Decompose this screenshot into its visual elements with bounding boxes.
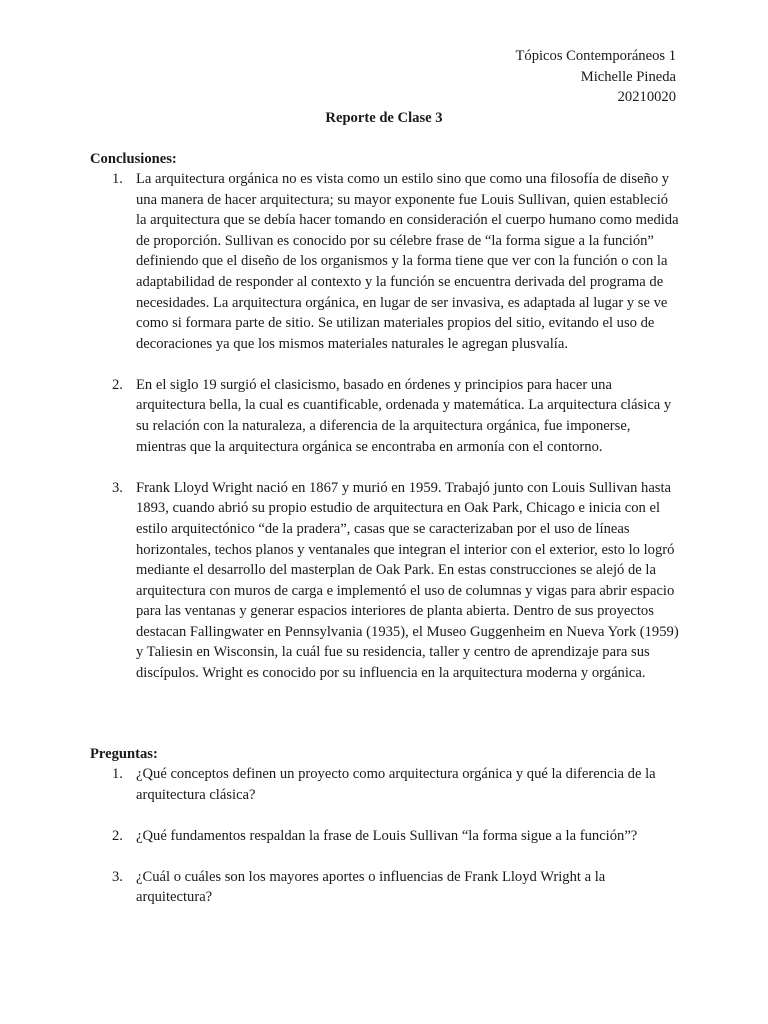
conclusion-item [90,375,680,457]
questions-list [90,764,680,908]
conclusion-item [90,478,680,684]
item-number: 1. [112,766,123,782]
conclusion-item [90,169,680,354]
item-text: ¿Cuál o cuáles son los mayores aportes o influencias de Frank Lloyd Wright a la arquitectura? [136,868,606,906]
conclusions-heading: Conclusiones: [90,151,177,167]
item-number: 2. [112,376,123,393]
student-id: 20210020 [617,89,676,105]
questions-heading: Preguntas: [90,746,158,762]
item-text: ¿Qué fundamentos respaldan la frase de Louis Sullivan “la forma sigue a la función”? [136,827,638,844]
document-title: Reporte de Clase 3 [325,110,443,126]
question-item [90,764,680,805]
item-text: En el siglo 19 surgió el clasicismo, basado en órdenes y principios para hacer una arquitectura bella, la cual es cuantificable, ordenada y matemática. La arquitectura clásica y su relación con la naturaleza, a diferencia de la arquitectura orgánica, fue imponerse, mientras que la arquitectura orgánica se encontraba en armonía con el contorno. [136,376,672,455]
questions-section [90,744,680,928]
question-item [90,826,680,847]
item-number: 1. [112,171,123,187]
question-item [90,867,680,908]
document-header [515,46,676,108]
item-number: 3. [112,868,123,885]
item-number: 3. [112,479,123,496]
course-name: Tópicos Contemporáneos 1 [515,48,676,64]
conclusions-section [90,149,680,704]
conclusions-list [90,169,680,684]
item-text: La arquitectura orgánica no es vista como un estilo sino que como una filosofía de diseño y una manera de hacer arquitectura; su mayor exponente fue Louis Sullivan, quien estableció la arquitectura que se debía hacer tomando en consideración el cuerpo humano como medida de proporción. Sullivan es conocido por su célebre frase de “la forma sigue a la función” definiendo que el diseño de los organismos y la forma tiene que ver con la función o con la adaptabilidad de responder al contexto y la función se encuentra derivada del programa de necesidades. La arquitectura orgánica, en lugar de ser invasiva, es adaptada al lugar y se ve como si formara parte de sitio. Se utilizan materiales propios del sitio, evitando el uso de decoraciones ya que los mismos materiales naturales le agregan plusvalía. [136,171,679,352]
item-text: Frank Lloyd Wright nació en 1867 y murió en 1959. Trabajó junto con Louis Sullivan hasta 1893, cuando abrió su propio estudio de arquitectura en Oak Park, Chicago e inicia con el estilo arquitectónico “de la pradera”, casas que se caracterizaban por el uso de líneas horizontales, techos planos y ventanales que integran el interior con el exterior, esto lo logró mediante el desarrollo del masterplan de Oak Park. En estas construcciones se alejó de la arquitectura con muros de carga e implementó el uso de columnas y vigas para abrir espacio para las ventanas y generar espacios interiores de planta abierta. Dentro de sus proyectos destacan Fallingwater en Pennsylvania (1935), el Museo Guggenheim en Nueva York (1959) y Taliesin en Wisconsin, la cuál fue su residencia, taller y centro de aprendizaje para sus discípulos. Wright es conocido por su influencia en la arquitectura moderna y orgánica. [136,479,679,682]
item-number: 2. [112,827,123,844]
item-text: ¿Qué conceptos definen un proyecto como arquitectura orgánica y qué la diferencia de la arquitectura clásica? [136,766,656,803]
author-name: Michelle Pineda [580,68,676,85]
